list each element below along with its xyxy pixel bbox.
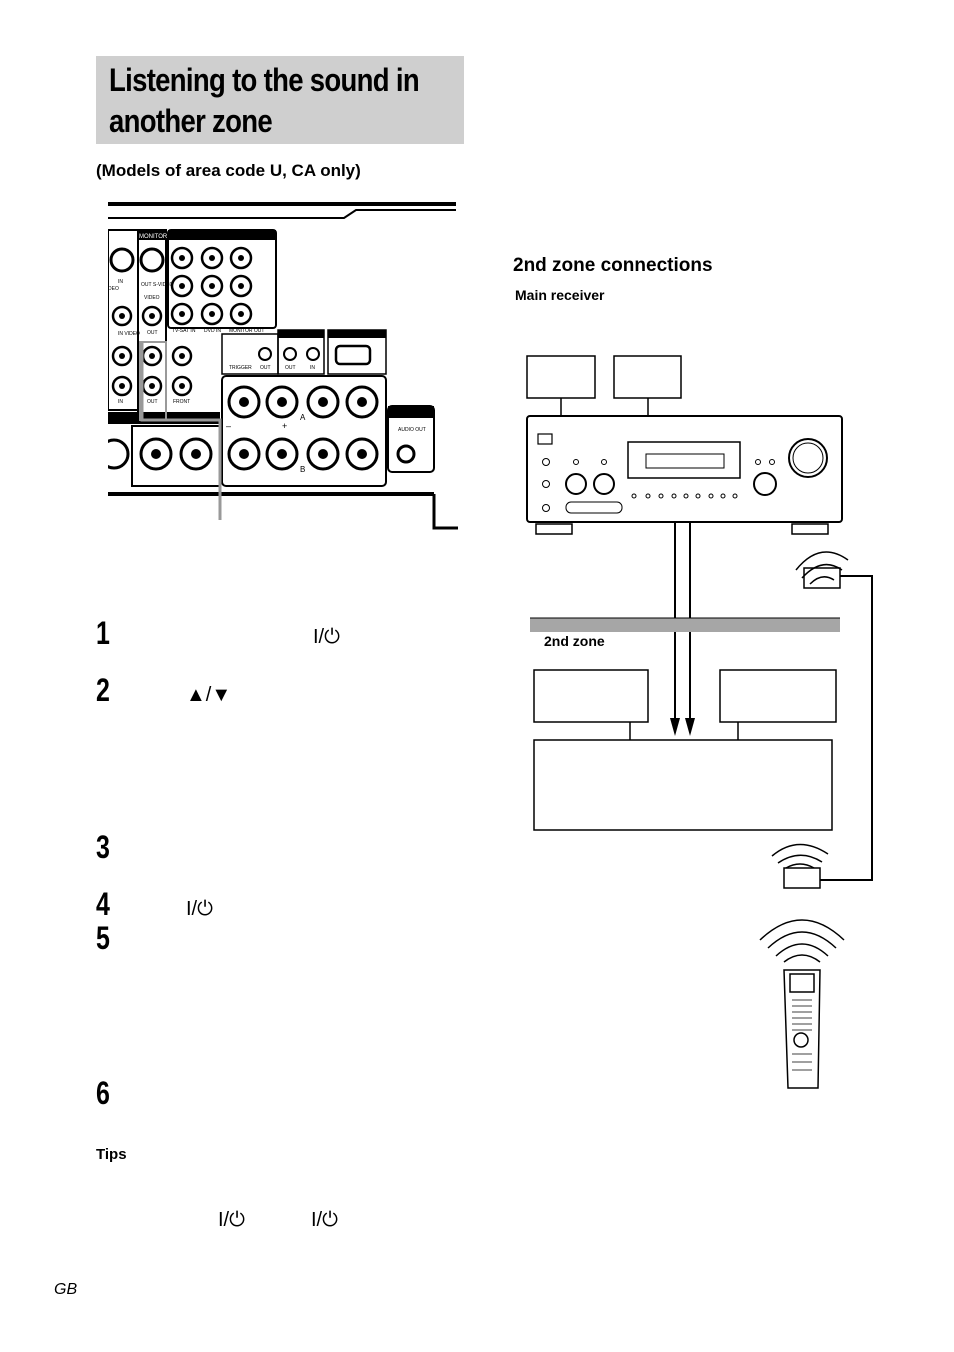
label-monitor-out: MONITOR OUT <box>229 328 265 334</box>
section-heading: 2nd zone connections <box>513 255 713 276</box>
label-deo: DEO <box>108 286 119 292</box>
label-in-1: IN <box>118 279 123 285</box>
label-in-2: IN <box>310 365 315 371</box>
page-footer-code: GB <box>54 1281 78 1298</box>
zone-diagram <box>520 350 880 1100</box>
label-out-2: OUT <box>285 365 296 371</box>
power-icon: I/⏻ <box>186 898 213 920</box>
label-tv-sat-in: TV-SAT IN <box>172 328 196 334</box>
power-icon: I/⏻ <box>218 1209 245 1231</box>
step-number: 4 <box>96 886 110 922</box>
label-dvd-in: DVD IN <box>204 328 221 334</box>
step-number: 1 <box>96 615 110 651</box>
tips-label: Tips <box>96 1146 127 1163</box>
label-in-3: IN <box>118 399 123 405</box>
label-trigger: TRIGGER <box>229 365 252 371</box>
label-video: VIDEO <box>144 295 160 301</box>
step-number: 6 <box>96 1075 110 1111</box>
subtitle: (Models of area code U, CA only) <box>96 161 361 180</box>
main-receiver-label: Main receiver <box>515 287 605 303</box>
label-in-video: IN VIDEO <box>118 331 140 337</box>
label-out-svideo: OUT S-VIDEO <box>141 282 174 288</box>
power-icon: I/⏻ <box>311 1209 338 1231</box>
up-down-arrow-icon: ▲/▼ <box>186 684 232 706</box>
second-zone-label: 2nd zone <box>544 633 605 649</box>
label-out-3: OUT <box>147 399 158 405</box>
label-front: FRONT <box>173 399 191 405</box>
label-trigger-out: OUT <box>260 365 271 371</box>
label-out-1: OUT <box>147 330 158 336</box>
label-plus: + <box>282 421 288 431</box>
title-box <box>96 56 464 144</box>
step-number: 2 <box>96 672 110 708</box>
label-b: B <box>300 465 306 474</box>
label-audio-out: AUDIO OUT <box>398 427 426 433</box>
label-a: A <box>300 413 306 422</box>
power-icon: I/⏻ <box>313 626 340 648</box>
remote-control-icon <box>760 920 844 1088</box>
ir-signal-icon <box>772 844 828 868</box>
step-number: 5 <box>96 920 110 956</box>
rear-panel-diagram <box>108 198 458 538</box>
step-number: 3 <box>96 829 110 865</box>
page-title: Listening to the sound in another zone <box>109 62 419 139</box>
receiver-icon <box>527 416 842 534</box>
monitor-label: MONITOR <box>139 234 168 240</box>
label-minus: – <box>226 421 232 431</box>
